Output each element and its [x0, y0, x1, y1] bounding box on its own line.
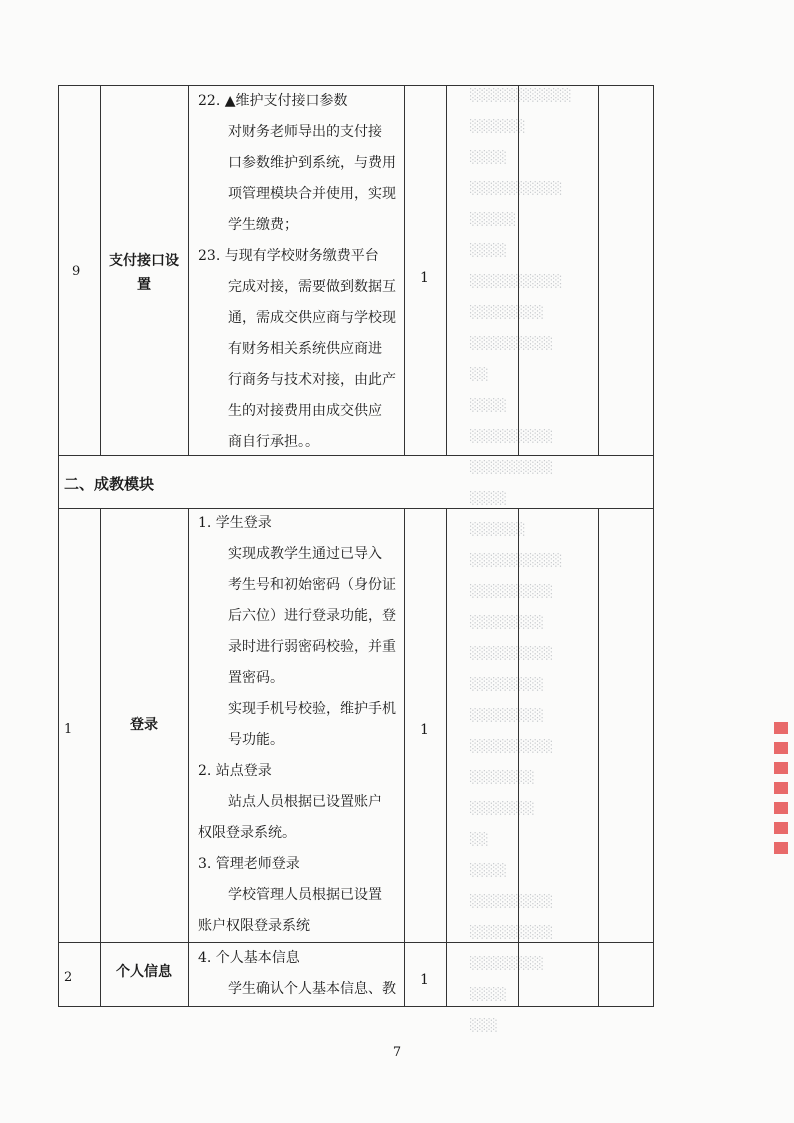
- requirement-line: 商自行承担。。: [228, 434, 319, 450]
- requirement-line: 3. 管理老师登录: [198, 856, 300, 872]
- requirement-line: 口参数维护到系统，与费用: [228, 155, 396, 171]
- col-divider: [446, 85, 447, 455]
- col-divider: [598, 85, 599, 455]
- requirement-line: 22. ▲维护支付接口参数: [198, 93, 348, 109]
- row-number: 2: [64, 970, 73, 985]
- quantity: 1: [420, 722, 429, 738]
- requirement-line: 账户权限登录系统: [198, 918, 310, 934]
- col-divider: [446, 508, 447, 1006]
- requirement-line: 对财务老师导出的支付接: [228, 124, 382, 140]
- row-divider: [58, 942, 654, 943]
- requirement-line: 实现成教学生通过已导入: [228, 546, 382, 562]
- requirement-line: 后六位）进行登录功能，登: [228, 608, 396, 624]
- requirement-line: 通，需成交供应商与学校现: [228, 310, 396, 326]
- item-name: 登录: [130, 717, 158, 733]
- row-number: 1: [64, 722, 73, 737]
- requirement-line: 实现手机号校验，维护手机: [228, 701, 396, 717]
- col-divider: [100, 508, 101, 1006]
- requirement-line: 行商务与技术对接，由此产: [228, 372, 396, 388]
- row-number: 9: [72, 264, 81, 279]
- requirement-line: 站点人员根据已设置账户: [228, 794, 382, 810]
- section-title: 二、成教模块: [64, 475, 155, 493]
- red-stamp-edge: [774, 722, 788, 862]
- col-divider: [518, 85, 519, 455]
- col-divider: [188, 508, 189, 1006]
- requirement-line: 学生缴费；: [228, 217, 298, 233]
- col-divider: [404, 508, 405, 1006]
- bleed-through-text: ░░░░░░░░░░░ ░░░░░░ ░░░░ ░░░░░░░░░░ ░░░░░ ░░░░ ░░░░░░░░░░ ░░░░░░░░ ░░░░░░░░░ ░░ ░░░░ ░░░░░░░░░ ░░░░░░░░░ ░░░░ ░░░░░░ ░░░░░░░░░░ ░░░░░░░░░ ░░░░░░░░ ░░░░░░░░░ ░░░░░░░░ ░░░░░░░░ ░░░░░░░░░ ░░░░░░░ ░░░░░░░ ░░ ░░░░ ░░░░░░░░░ ░░░░░░░░░ ░░░░░░░░ ░░░░ ░░░: [470, 88, 572, 1032]
- requirement-line: 录时进行弱密码校验，并重: [228, 639, 396, 655]
- requirement-line: 23. 与现有学校财务缴费平台: [198, 248, 379, 264]
- col-divider: [404, 85, 405, 455]
- item-name: 支付接口设 置: [109, 253, 179, 293]
- requirement-line: 权限登录系统。: [198, 825, 296, 841]
- quantity: 1: [420, 972, 429, 988]
- item-name: 个人信息: [116, 964, 172, 980]
- requirement-line: 置密码。: [228, 670, 284, 686]
- requirement-line: 号功能。: [228, 732, 284, 748]
- col-divider: [518, 508, 519, 1006]
- row-divider: [58, 508, 654, 509]
- quantity: 1: [420, 270, 429, 286]
- col-divider: [598, 508, 599, 1006]
- requirement-line: 1. 学生登录: [198, 515, 272, 531]
- requirement-line: 项管理模块合并使用，实现: [228, 186, 396, 202]
- requirement-line: 学生确认个人基本信息、教: [228, 981, 396, 997]
- requirement-line: 学校管理人员根据已设置: [228, 887, 382, 903]
- requirement-line: 2. 站点登录: [198, 763, 272, 779]
- requirement-line: 有财务相关系统供应商进: [228, 341, 382, 357]
- requirement-line: 4. 个人基本信息: [198, 950, 300, 966]
- row-divider: [58, 455, 654, 456]
- requirement-line: 生的对接费用由成交供应: [228, 403, 382, 419]
- col-divider: [188, 85, 189, 455]
- page-number: 7: [392, 1045, 402, 1060]
- requirement-line: 考生号和初始密码（身份证: [228, 577, 396, 593]
- requirement-line: 完成对接，需要做到数据互: [228, 279, 396, 295]
